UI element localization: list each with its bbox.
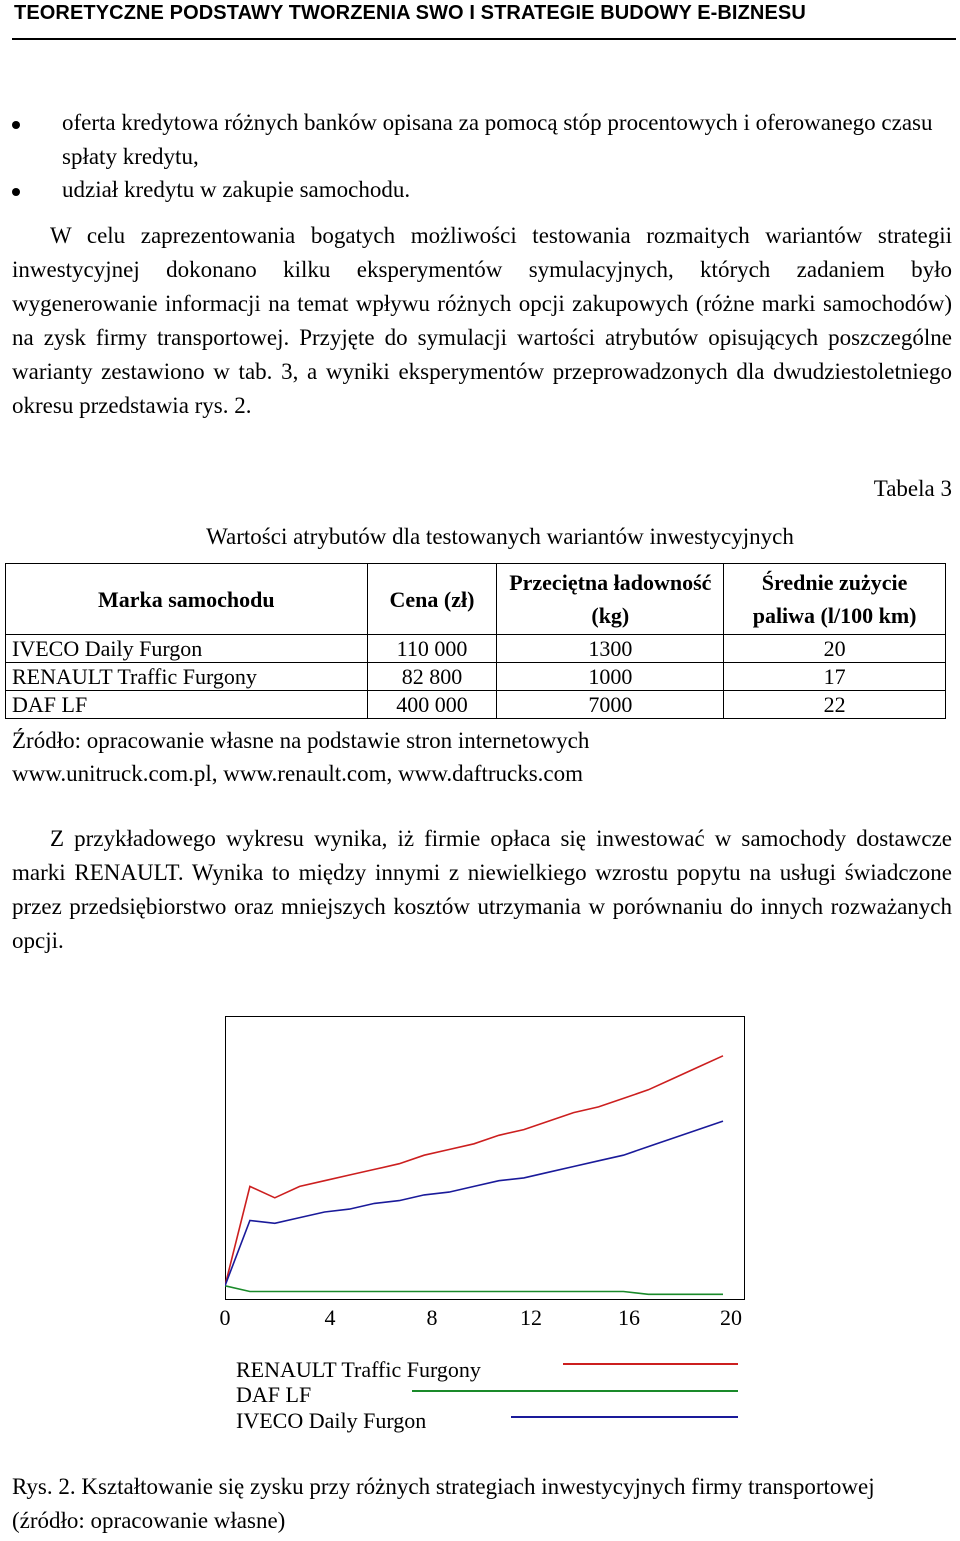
legend-line-daf: [412, 1390, 738, 1392]
x-tick-label: 4: [324, 1305, 336, 1330]
column-header: Marka samochodu: [6, 564, 368, 635]
body-paragraph-2: Z przykładowego wykresu wynika, iż firmie opłaca się inwestować w samochody dostawcze marki RENAULT. Wynika to między innymi z niewielkiego wzrostu popytu na usługi świadczone przez przedsiębiorstwo oraz mniejszych kosztów utrzymania w porównaniu do innych rozważanych opcji.: [12, 826, 952, 953]
legend-line-iveco: [511, 1416, 738, 1418]
bullet-text: oferta kredytowa różnych banków opisana za pomocą stóp procentowych i oferowanego czasu spłaty kredytu,: [62, 110, 933, 169]
column-header: Średnie zużycie paliwa (l/100 km): [724, 564, 946, 635]
bullet-icon: [12, 121, 20, 129]
series-line-iveco: [225, 1121, 723, 1286]
x-tick-label: 12: [520, 1305, 542, 1330]
figure-caption: Rys. 2. Kształtowanie się zysku przy różnych strategiach inwestycyjnych firmy transportowej (źródło: opracowanie własne): [12, 1474, 875, 1533]
x-tick-label: 8: [426, 1305, 438, 1330]
table-cell: 7000: [497, 691, 724, 719]
table-cell: 20: [724, 635, 946, 663]
bullet-text: udział kredytu w zakupie samochodu.: [62, 177, 411, 202]
table-source: [12, 724, 589, 790]
table-cell: 400 000: [367, 691, 497, 719]
table-cell: 82 800: [367, 663, 497, 691]
column-header: Przeciętna ładowność (kg): [497, 564, 724, 635]
body-paragraph-1: W celu zaprezentowania bogatych możliwości testowania rozmaitych wariantów strategii inwestycyjnej dokonano kilku eksperymentów symulacyjnych, których zadaniem było wygenerowanie informacji na temat wpływu różnych opcji zakupowych (różne marki samochodów) na zysk firmy transportowej. Przyjęte do symulacji wartości atrybutów opisujących poszczególne warianty zestawiono w tab. 3, a wyniki eksperymentów przeprowadzonych dla dwudziestoletniego okresu przedstawia rys. 2.: [12, 223, 952, 418]
table-cell: DAF LF: [6, 691, 368, 719]
table-cell: 1000: [497, 663, 724, 691]
table-header-row: [6, 564, 946, 635]
table-title: Wartości atrybutów dla testowanych wariantów inwestycyjnych: [206, 524, 794, 549]
data-table: [5, 563, 946, 719]
table-cell: RENAULT Traffic Furgony: [6, 663, 368, 691]
column-header: Cena (zł): [367, 564, 497, 635]
legend-label-daf: DAF LF: [236, 1382, 312, 1407]
bullet-icon: [12, 188, 20, 196]
table-row: [6, 635, 946, 663]
series-line-daf: [225, 1286, 723, 1295]
legend-label-iveco: IVECO Daily Furgon: [236, 1408, 427, 1433]
list-item: [0, 106, 952, 173]
legend-label-renault: RENAULT Traffic Furgony: [236, 1357, 481, 1382]
table-row: [6, 663, 946, 691]
header-rule: [12, 38, 956, 40]
legend-line-renault: [563, 1363, 738, 1365]
source-line: www.unitruck.com.pl, www.renault.com, www.daftrucks.com: [12, 761, 584, 786]
x-tick-label: 16: [618, 1305, 640, 1330]
source-line: Źródło: opracowanie własne na podstawie stron internetowych: [12, 728, 590, 753]
table-cell: 110 000: [367, 635, 497, 663]
series-line-renault: [225, 1056, 723, 1286]
bullet-list: [0, 106, 960, 207]
table-cell: 1300: [497, 635, 724, 663]
table-cell: 17: [724, 663, 946, 691]
list-item: [0, 173, 952, 207]
running-header: TEORETYCZNE PODSTAWY TWORZENIA SWO I STRATEGIE BUDOWY E-BIZNESU: [14, 2, 806, 24]
table-number: Tabela 3: [873, 476, 952, 501]
x-tick-label: 0: [219, 1305, 231, 1330]
table-row: [6, 691, 946, 719]
table-cell: 22: [724, 691, 946, 719]
line-chart: [225, 1016, 745, 1300]
x-tick-label: 20: [720, 1305, 742, 1330]
table-cell: IVECO Daily Furgon: [6, 635, 368, 663]
